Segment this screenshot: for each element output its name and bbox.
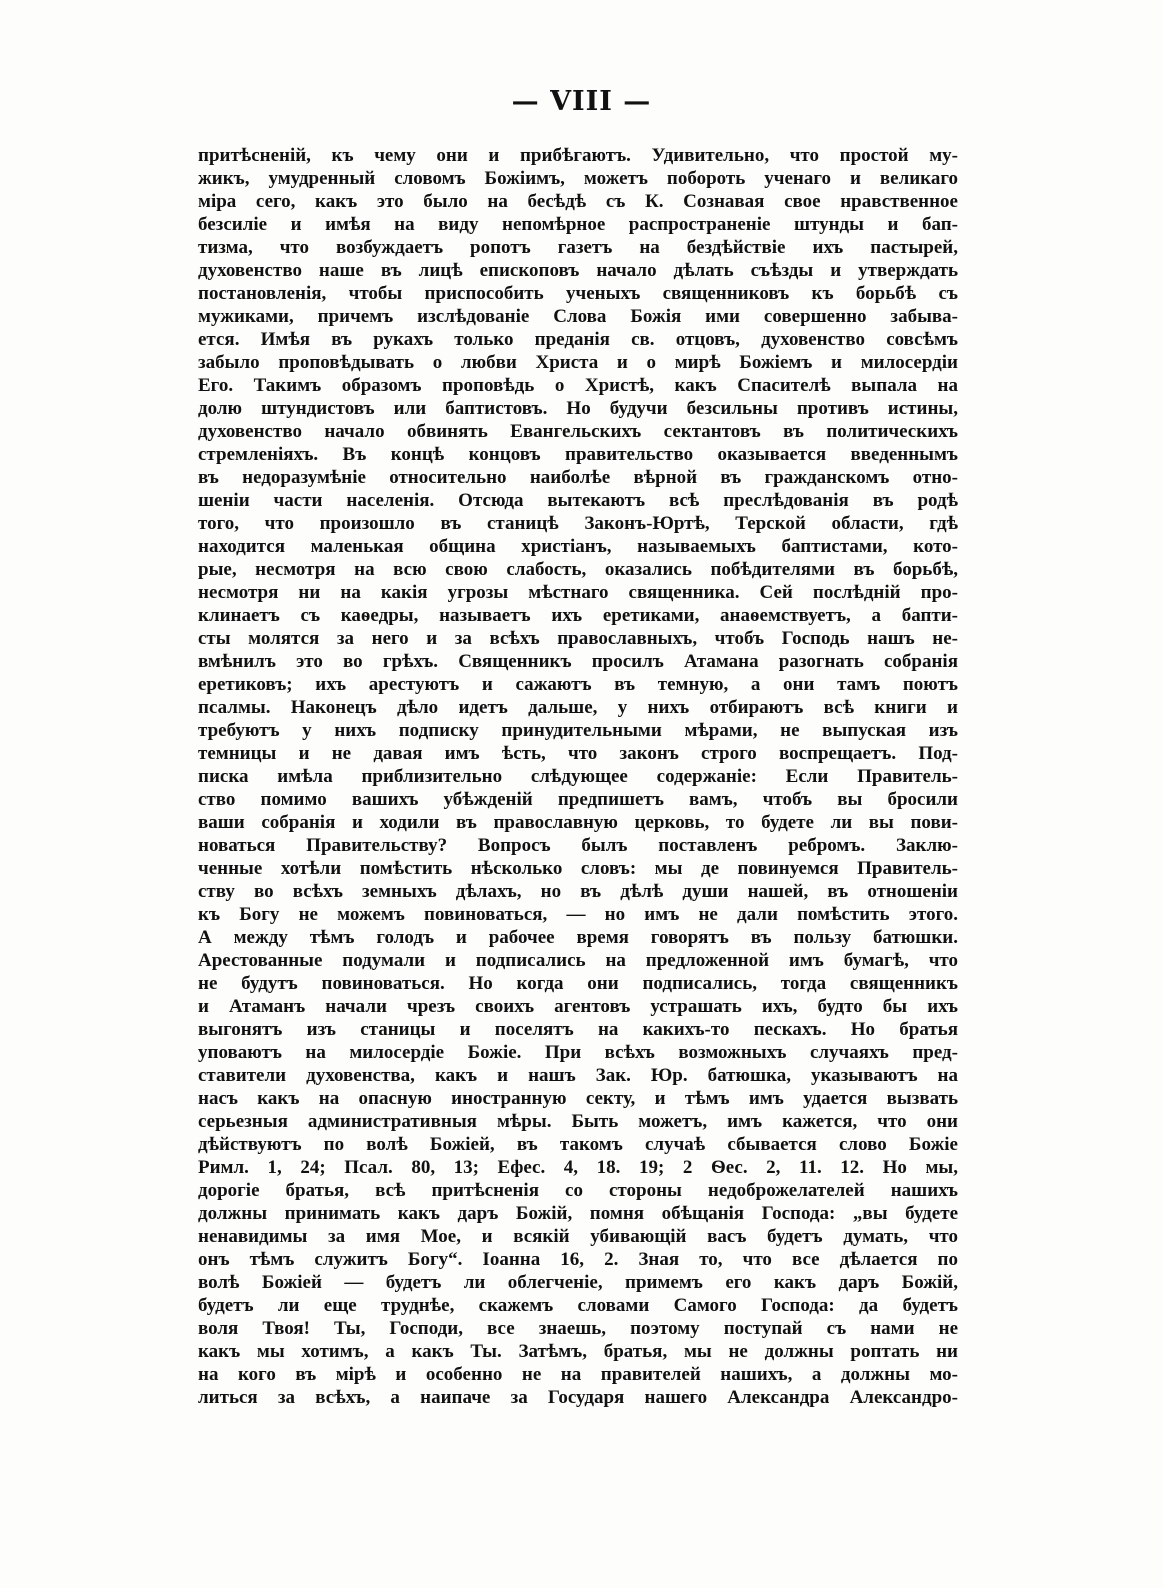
text-line: безсиліе и имѣя на виду непомѣрное распространеніе штунды и бап- [198, 214, 958, 235]
text-line: долю штундистовъ или баптистовъ. Но будучи безсильны противъ истины, [198, 398, 958, 419]
text-line: не будутъ повиноваться. Но когда они подписались, тогда священникъ [198, 973, 958, 994]
text-line: серьезныя административныя мѣры. Быть можетъ, имъ кажется, что они [198, 1111, 958, 1132]
text-line: еретиковъ; ихъ арестуютъ и сажаютъ въ темную, а они тамъ поютъ [198, 674, 958, 695]
text-line: клинаетъ съ каѳедры, называетъ ихъ еретиками, анаѳемствуетъ, а бапти- [198, 605, 958, 626]
text-line: вмѣнилъ это во грѣхъ. Священникъ просилъ Атамана разогнать собранія [198, 651, 958, 672]
text-line: сты молятся за него и за всѣхъ православныхъ, чтобъ Господь нашъ не- [198, 628, 958, 649]
text-line: волѣ Божіей — будетъ ли облегченіе, примемъ его какъ даръ Божій, [198, 1272, 958, 1293]
text-line: стремленіяхъ. Въ концѣ концовъ правительство оказывается введеннымъ [198, 444, 958, 465]
text-line: будетъ ли еще труднѣе, скажемъ словами Самого Господа: да будетъ [198, 1295, 958, 1316]
text-line: въ недоразумѣніе относительно наиболѣе вѣрной въ гражданскомъ отно- [198, 467, 958, 488]
text-line: притѣсненій, къ чему они и прибѣгаютъ. Удивительно, что простой му- [198, 145, 958, 166]
text-line: требуютъ у нихъ подписку принудительными мѣрами, не выпуская изъ [198, 720, 958, 741]
text-line: жикъ, умудренный словомъ Божіимъ, можетъ побороть ученаго и великаго [198, 168, 958, 189]
text-line: ставители духовенства, какъ и нашъ Зак. Юр. батюшка, указываютъ на [198, 1065, 958, 1086]
text-line: насъ какъ на опасную иностранную секту, и тѣмъ имъ удается вызвать [198, 1088, 958, 1109]
text-line: воля Твоя! Ты, Господи, все знаешь, поэтому поступай съ нами не [198, 1318, 958, 1339]
text-line: міра сего, какъ это было на бесѣдѣ съ К. Сознавая свое нравственное [198, 191, 958, 212]
text-line: находится маленькая община христіанъ, называемыхъ баптистами, кото- [198, 536, 958, 557]
text-line: ненавидимы за имя Мое, и всякій убивающій васъ будетъ думать, что [198, 1226, 958, 1247]
text-line: выгонятъ изъ станицы и поселятъ на какихъ-то пескахъ. Но братья [198, 1019, 958, 1040]
text-line: Его. Такимъ образомъ проповѣдь о Христѣ, какъ Спасителѣ выпала на [198, 375, 958, 396]
text-line: мужиками, причемъ изслѣдованіе Слова Божія ими совершенно забыва- [198, 306, 958, 327]
text-line: ченные хотѣли помѣстить нѣсколько словъ: мы де повинуемся Правитель- [198, 858, 958, 879]
text-line: ется. Имѣя въ рукахъ только преданія св. отцовъ, духовенство совсѣмъ [198, 329, 958, 350]
body-text [198, 144, 958, 1409]
text-line: тизма, что возбуждаетъ ропотъ газетъ на бездѣйствіе ихъ пастырей, [198, 237, 958, 258]
text-line: ваши собранія и ходили въ православную церковь, то будете ли вы пови- [198, 812, 958, 833]
text-line: А между тѣмъ голодъ и рабочее время говорятъ въ пользу батюшки. [198, 927, 958, 948]
text-line: Арестованные подумали и подписались на предложенной имъ бумагѣ, что [198, 950, 958, 971]
text-line: Римл. 1, 24; Псал. 80, 13; Ефес. 4, 18. 19; 2 Ѳес. 2, 11. 12. Но мы, [198, 1157, 958, 1178]
text-line: рые, несмотря на всю свою слабость, оказались побѣдителями въ борьбѣ, [198, 559, 958, 580]
text-line: онъ тѣмъ служитъ Богу“. Іоанна 16, 2. Зная то, что все дѣлается по [198, 1249, 958, 1270]
text-line: несмотря ни на какія угрозы мѣстнаго священника. Сей послѣдній про- [198, 582, 958, 603]
text-line: дорогіе братья, всѣ притѣсненія со стороны недоброжелателей нашихъ [198, 1180, 958, 1201]
text-line: уповаютъ на милосердіе Божіе. При всѣхъ возможныхъ случаяхъ пред- [198, 1042, 958, 1063]
text-line: шеніи части населенія. Отсюда вытекаютъ всѣ преслѣдованія въ родѣ [198, 490, 958, 511]
text-line: и Атаманъ начали чрезъ своихъ агентовъ устрашать ихъ, будто бы ихъ [198, 996, 958, 1017]
text-line: ство помимо вашихъ убѣжденій предпишетъ вамъ, чтобъ вы бросили [198, 789, 958, 810]
running-head-page-number: — VIII — [511, 86, 652, 117]
text-line: къ Богу не можемъ повиноваться, — но имъ не дали помѣстить этого. [198, 904, 958, 925]
text-line: темницы и не давая имъ ѣсть, что законъ строго воспрещаетъ. Под- [198, 743, 958, 764]
text-line: того, что произошло въ станицѣ Законъ-Юртѣ, Терской области, гдѣ [198, 513, 958, 534]
text-line: на кого въ мірѣ и особенно не на правителей нашихъ, а должны мо- [198, 1364, 958, 1385]
text-line: духовенство начало обвинять Евангельскихъ сектантовъ въ политическихъ [198, 421, 958, 442]
text-line: должны принимать какъ даръ Божій, помня обѣщанія Господа: „вы будете [198, 1203, 958, 1224]
text-line: духовенство наше въ лицѣ епископовъ начало дѣлать съѣзды и утверждать [198, 260, 958, 281]
text-line: новаться Правительству? Вопросъ былъ поставленъ ребромъ. Заклю- [198, 835, 958, 856]
text-line: ству во всѣхъ земныхъ дѣлахъ, но въ дѣлѣ души нашей, въ отношеніи [198, 881, 958, 902]
text-line: писка имѣла приблизительно слѣдующее содержаніе: Если Правитель- [198, 766, 958, 787]
text-line: дѣйствуютъ по волѣ Божіей, въ такомъ случаѣ сбывается слово Божіе [198, 1134, 958, 1155]
text-line: псалмы. Наконецъ дѣло идетъ дальше, у нихъ отбираютъ всѣ книги и [198, 697, 958, 718]
text-line: забыло проповѣдывать о любви Христа и о мирѣ Божіемъ и милосердіи [198, 352, 958, 373]
text-line: литься за всѣхъ, а наипаче за Государя нашего Александра Александро- [198, 1387, 958, 1408]
text-line: постановленія, чтобы приспособить ученыхъ священниковъ къ борьбѣ съ [198, 283, 958, 304]
text-line: какъ мы хотимъ, а какъ Ты. Затѣмъ, братья, мы не должны роптать ни [198, 1341, 958, 1362]
